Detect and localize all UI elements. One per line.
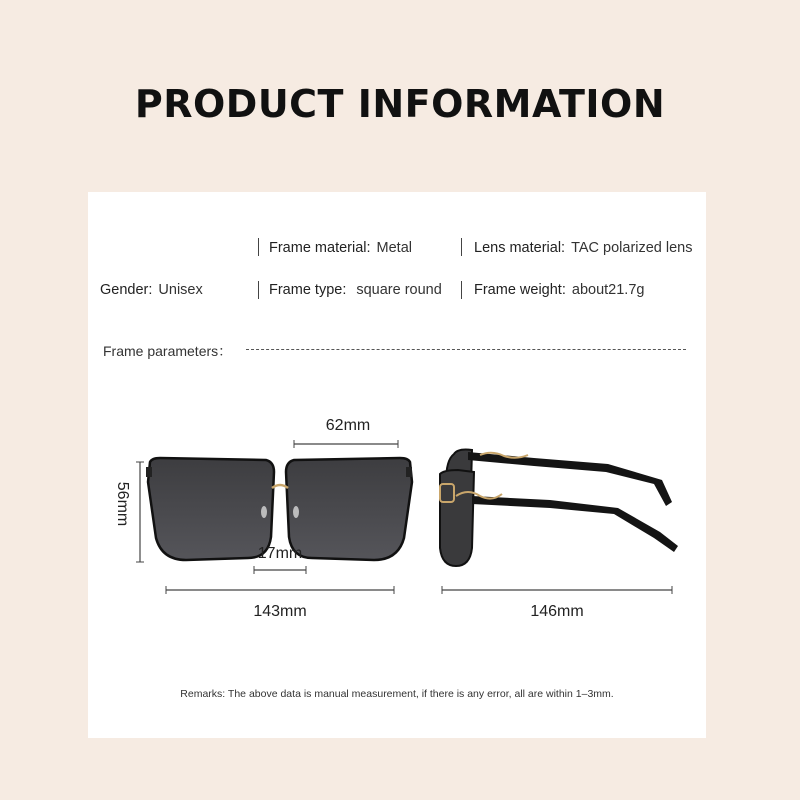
bridge-dimension xyxy=(254,545,306,574)
frame-material-value: Metal xyxy=(376,240,412,256)
gender-label: Gender: xyxy=(100,282,153,298)
frame-weight-value: about21.7g xyxy=(571,282,645,298)
lens-material-label: Lens material: xyxy=(474,240,566,256)
lens-width-dimension xyxy=(294,417,398,448)
bridge-label: 17mm xyxy=(257,545,303,562)
frame-width-dimension xyxy=(166,586,394,620)
page-title: PRODUCT INFORMATION xyxy=(134,82,666,126)
lens-material-value: TAC polarized lens xyxy=(571,240,693,256)
sunglasses-side-image xyxy=(440,450,678,567)
info-card xyxy=(88,192,706,738)
frame-width-label: 143mm xyxy=(253,603,307,620)
temple-length-dimension xyxy=(442,586,672,620)
temple-length-label: 146mm xyxy=(530,603,584,620)
frame-type-label: Frame type: xyxy=(269,282,347,298)
lens-width-label: 62mm xyxy=(325,417,371,434)
frame-weight-label: Frame weight: xyxy=(474,282,566,298)
frame-material-label: Frame material: xyxy=(269,240,371,256)
remarks-text: Remarks: The above data is manual measurement, if there is any error, all are within 1–3mm. xyxy=(180,688,614,700)
frame-parameters-label: Frame parameters： xyxy=(103,343,233,359)
frame-type-value: square round xyxy=(356,282,442,298)
lens-height-dimension xyxy=(114,462,144,562)
lens-height-label: 56mm xyxy=(114,481,131,527)
gender-value: Unisex xyxy=(158,282,203,298)
front-view-diagram xyxy=(88,192,706,738)
